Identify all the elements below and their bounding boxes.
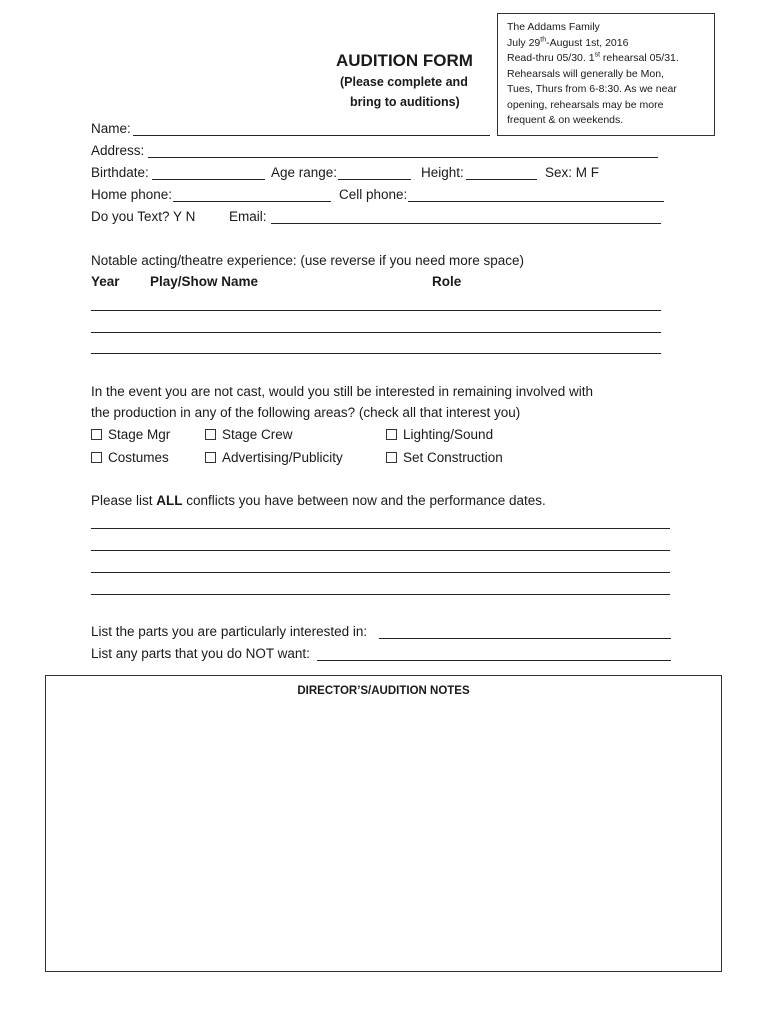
birthdate-field[interactable] bbox=[152, 179, 265, 180]
director-notes-title: DIRECTOR’S/AUDITION NOTES bbox=[297, 685, 470, 697]
checkbox-icon bbox=[386, 452, 397, 463]
checkbox-icon bbox=[205, 429, 216, 440]
experience-col-play: Play/Show Name bbox=[150, 274, 259, 289]
parts-not-want-field[interactable] bbox=[317, 660, 671, 661]
cell-phone-field[interactable] bbox=[408, 201, 664, 202]
experience-heading: Notable acting/theatre experience: (use reverse if you need more space) bbox=[91, 253, 524, 268]
experience-line-3[interactable] bbox=[91, 353, 661, 354]
home-phone-label: Home phone: bbox=[91, 187, 173, 202]
experience-line-2[interactable] bbox=[91, 332, 661, 333]
info-line-opening: opening, rehearsals may be more bbox=[507, 98, 664, 111]
info-line-dates: July 29th-August 1st, 2016 bbox=[507, 36, 629, 49]
form-subtitle-line1: (Please complete and bbox=[340, 75, 468, 89]
age-range-label: Age range: bbox=[271, 165, 338, 180]
info-line-show: The Addams Family bbox=[507, 21, 600, 33]
involvement-text-line1: In the event you are not cast, would you still be interested in remaining involved with bbox=[91, 384, 594, 399]
checkbox-icon bbox=[91, 429, 102, 440]
checkbox-stage-mgr[interactable]: Stage Mgr bbox=[91, 427, 170, 443]
form-subtitle-line2: bring to auditions) bbox=[350, 95, 460, 109]
experience-col-role: Role bbox=[432, 274, 462, 289]
sex-label[interactable]: Sex: M F bbox=[545, 165, 600, 180]
info-line-readthru: Read-thru 05/30. 1st rehearsal 05/31. bbox=[507, 51, 679, 64]
age-range-field[interactable] bbox=[338, 179, 411, 180]
parts-not-want-label: List any parts that you do NOT want: bbox=[91, 646, 310, 661]
experience-col-year: Year bbox=[91, 274, 120, 289]
address-label: Address: bbox=[91, 143, 145, 158]
production-info-box bbox=[497, 13, 715, 136]
checkbox-icon bbox=[205, 452, 216, 463]
height-label: Height: bbox=[421, 165, 464, 180]
conflicts-heading: Please list ALL conflicts you have between now and the performance dates. bbox=[91, 493, 546, 508]
email-field[interactable] bbox=[271, 223, 661, 224]
info-line-frequency: frequent & on weekends. bbox=[507, 114, 624, 126]
cell-phone-label: Cell phone: bbox=[339, 187, 408, 202]
info-line-schedule: Tues, Thurs from 6-8:30. As we near bbox=[507, 83, 677, 95]
involvement-text-line2: the production in any of the following areas? (check all that interest you) bbox=[91, 405, 521, 420]
birthdate-label: Birthdate: bbox=[91, 165, 149, 180]
form-title: AUDITION FORM bbox=[336, 51, 473, 70]
checkbox-icon bbox=[386, 429, 397, 440]
checkbox-advertising-publicity[interactable]: Advertising/Publicity bbox=[205, 450, 343, 466]
name-label: Name: bbox=[91, 121, 131, 136]
parts-interested-field[interactable] bbox=[379, 638, 671, 639]
checkbox-set-construction[interactable]: Set Construction bbox=[386, 450, 503, 466]
director-notes-box[interactable] bbox=[45, 675, 722, 972]
conflicts-line-4[interactable] bbox=[91, 594, 670, 595]
conflicts-line-2[interactable] bbox=[91, 550, 670, 551]
info-line-rehearsals: Rehearsals will generally be Mon, bbox=[507, 67, 664, 80]
name-field[interactable] bbox=[133, 135, 490, 136]
height-field[interactable] bbox=[466, 179, 537, 180]
checkbox-icon bbox=[91, 452, 102, 463]
do-you-text-label[interactable]: Do you Text? Y N bbox=[91, 209, 196, 224]
experience-line-1[interactable] bbox=[91, 310, 661, 311]
email-label: Email: bbox=[229, 209, 267, 224]
checkbox-costumes[interactable]: Costumes bbox=[91, 450, 169, 466]
checkbox-lighting-sound[interactable]: Lighting/Sound bbox=[386, 427, 493, 443]
home-phone-field[interactable] bbox=[173, 201, 331, 202]
address-field[interactable] bbox=[148, 157, 658, 158]
parts-interested-label: List the parts you are particularly interested in: bbox=[91, 624, 368, 639]
checkbox-stage-crew[interactable]: Stage Crew bbox=[205, 427, 293, 443]
conflicts-line-3[interactable] bbox=[91, 572, 670, 573]
conflicts-line-1[interactable] bbox=[91, 528, 670, 529]
